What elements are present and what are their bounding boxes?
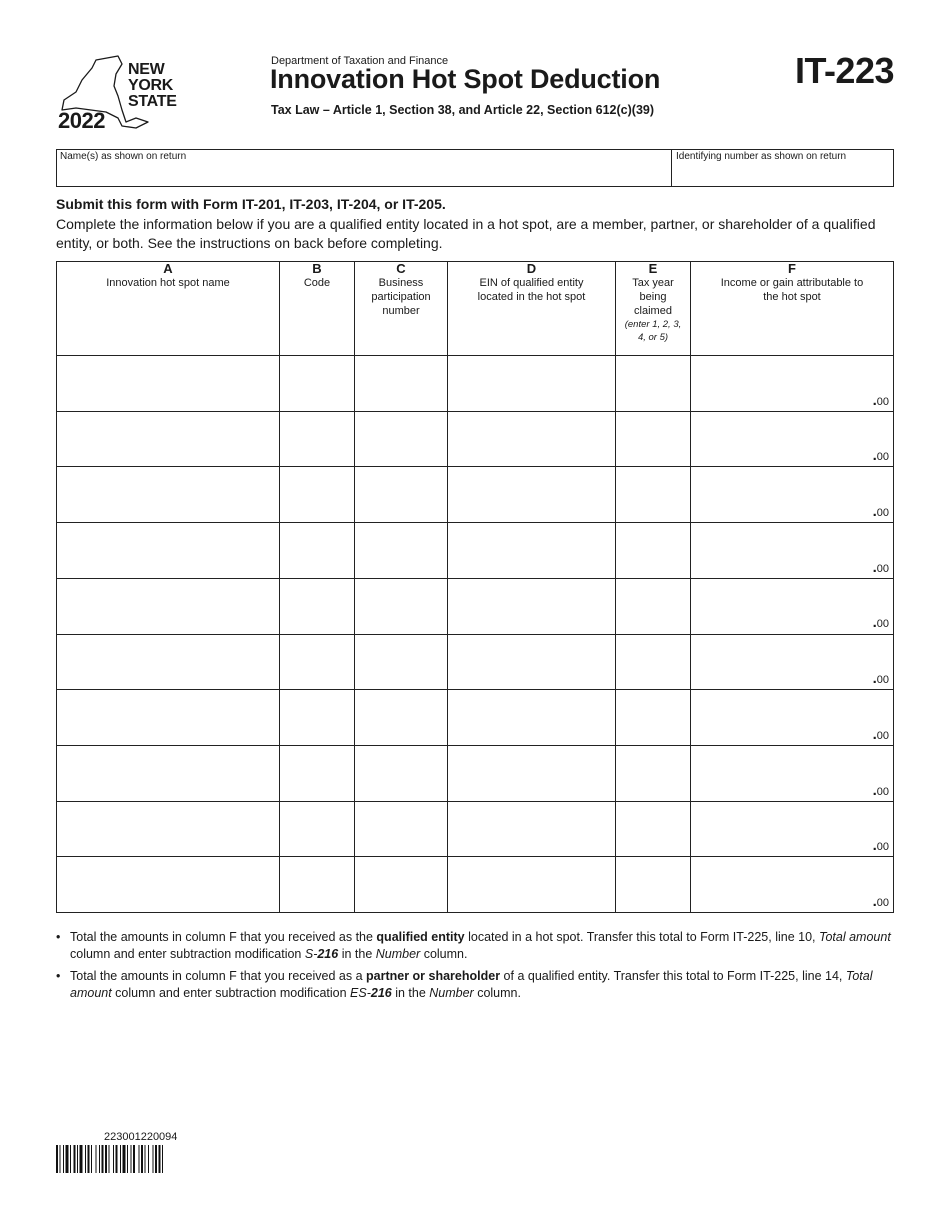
table-cell-income-amount[interactable] xyxy=(691,579,893,634)
bullet: • xyxy=(56,930,61,944)
table-cell-business-participation-number[interactable] xyxy=(355,690,447,745)
table-cell-hot-spot-name[interactable] xyxy=(58,356,279,411)
table-cell-income-amount[interactable] xyxy=(691,523,893,578)
column-letter: C xyxy=(396,261,406,276)
table-cell-ein[interactable] xyxy=(448,690,615,745)
table-cell-business-participation-number[interactable] xyxy=(355,356,447,411)
note-text: of a qualified entity. Transfer this total to Form IT-225, line 14, xyxy=(500,969,846,983)
note-text: column and enter subtraction modification xyxy=(70,947,305,961)
table-cell-hot-spot-name[interactable] xyxy=(58,412,279,467)
transfer-notes xyxy=(56,929,896,1007)
form-number: IT-223 xyxy=(794,50,894,91)
note-italic: S- xyxy=(304,947,318,961)
table-cell-hot-spot-name[interactable] xyxy=(58,523,279,578)
note-text: Total the amounts in column F that you received as a xyxy=(70,969,366,983)
barcode-icon xyxy=(56,1145,240,1173)
column-label: Code xyxy=(303,277,331,289)
table-cell-ein[interactable] xyxy=(448,356,615,411)
table-cell-tax-year[interactable] xyxy=(616,356,690,411)
table-cell-tax-year[interactable] xyxy=(616,467,690,522)
column-header-b xyxy=(280,262,354,290)
table-cell-code[interactable] xyxy=(280,412,354,467)
column-header-a xyxy=(57,262,279,290)
table-cell-business-participation-number[interactable] xyxy=(355,746,447,801)
table-cell-income-amount[interactable] xyxy=(691,412,893,467)
table-cell-ein[interactable] xyxy=(448,412,615,467)
note-italic: Number xyxy=(429,986,474,1000)
note-italic: Number xyxy=(375,947,421,961)
hot-spot-table xyxy=(56,261,894,913)
logo-word: NEW xyxy=(128,61,165,78)
table-cell-hot-spot-name[interactable] xyxy=(58,802,279,857)
table-cell-code[interactable] xyxy=(280,523,354,578)
department-name: Department of Taxation and Finance xyxy=(271,55,449,67)
table-cell-ein[interactable] xyxy=(448,802,615,857)
column-letter: F xyxy=(788,261,796,276)
table-cell-hot-spot-name[interactable] xyxy=(58,467,279,522)
table-cell-code[interactable] xyxy=(280,635,354,690)
table-cell-income-amount[interactable] xyxy=(691,467,893,522)
table-cell-code[interactable] xyxy=(280,746,354,801)
table-cell-business-participation-number[interactable] xyxy=(355,857,447,912)
column-letter: B xyxy=(312,261,322,276)
table-cell-tax-year[interactable] xyxy=(616,746,690,801)
id-field-label: Identifying number as shown on return xyxy=(676,151,847,162)
table-cell-business-participation-number[interactable] xyxy=(355,579,447,634)
logo-word: YORK xyxy=(128,77,174,94)
table-cell-income-amount[interactable] xyxy=(691,690,893,745)
name-field[interactable] xyxy=(57,150,671,186)
decimal-cents: .00 xyxy=(872,391,889,409)
column-label: Innovation hot spot name xyxy=(106,277,230,289)
note-text: column and enter subtraction modification xyxy=(111,986,351,1000)
nys-logo xyxy=(56,52,196,134)
note-text: column. xyxy=(420,947,468,961)
note-partner-shareholder xyxy=(56,968,896,1002)
table-cell-hot-spot-name[interactable] xyxy=(58,635,279,690)
note-text: in the xyxy=(338,947,376,961)
note-text: Total the amounts in column F that you received as the xyxy=(70,930,377,944)
decimal-cents: .00 xyxy=(872,725,889,743)
taxpayer-identity-box xyxy=(56,149,894,187)
table-cell-tax-year[interactable] xyxy=(616,857,690,912)
column-header-c xyxy=(355,262,447,318)
note-bold-italic: 216 xyxy=(317,947,339,961)
table-cell-hot-spot-name[interactable] xyxy=(58,746,279,801)
note-bold-italic: 216 xyxy=(370,986,392,1000)
logo-year: 2022 xyxy=(58,108,105,133)
column-letter: D xyxy=(526,261,537,276)
table-cell-code[interactable] xyxy=(280,857,354,912)
table-cell-tax-year[interactable] xyxy=(616,412,690,467)
decimal-cents: .00 xyxy=(872,670,889,688)
column-label: Business participation number xyxy=(371,277,431,317)
table-cell-income-amount[interactable] xyxy=(691,635,893,690)
note-italic: Total amount xyxy=(70,969,873,1000)
note-bold: partner or shareholder xyxy=(366,969,501,983)
logo-word: STATE xyxy=(128,93,177,110)
decimal-cents: .00 xyxy=(872,892,889,910)
table-cell-code[interactable] xyxy=(280,356,354,411)
table-cell-code[interactable] xyxy=(280,690,354,745)
table-cell-ein[interactable] xyxy=(448,523,615,578)
column-letter: E xyxy=(648,261,658,276)
submit-instruction: Submit this form with Form IT-201, IT-203, IT-204, or IT-205. xyxy=(56,196,446,212)
bullet: • xyxy=(56,969,61,983)
table-cell-business-participation-number[interactable] xyxy=(355,523,447,578)
column-label: Tax year being claimed xyxy=(632,277,674,317)
table-cell-business-participation-number[interactable] xyxy=(355,412,447,467)
completion-instructions: Complete the information below if you are a qualified entity located in a hot spot, are a member, partner, or shareholder of a qualified entity, or both. See the instructions on back before completing. xyxy=(56,216,876,251)
table-cell-code[interactable] xyxy=(280,802,354,857)
decimal-cents: .00 xyxy=(872,614,889,632)
table-cell-income-amount[interactable] xyxy=(691,356,893,411)
note-qualified-entity xyxy=(56,929,896,963)
column-header-e xyxy=(616,262,690,344)
column-header-d xyxy=(448,262,615,304)
column-sub-label: (enter 1, 2, 3, 4, or 5) xyxy=(624,319,682,343)
table-cell-tax-year[interactable] xyxy=(616,802,690,857)
column-label: EIN of qualified entity located in the hot spot xyxy=(477,277,586,303)
table-cell-income-amount[interactable] xyxy=(691,802,893,857)
table-cell-hot-spot-name[interactable] xyxy=(58,579,279,634)
decimal-cents: .00 xyxy=(872,503,889,521)
table-cell-ein[interactable] xyxy=(448,579,615,634)
table-cell-tax-year[interactable] xyxy=(616,635,690,690)
table-cell-code[interactable] xyxy=(280,467,354,522)
table-cell-ein[interactable] xyxy=(448,467,615,522)
note-italic: ES- xyxy=(350,986,371,1000)
table-cell-ein[interactable] xyxy=(448,857,615,912)
table-cell-business-participation-number[interactable] xyxy=(355,802,447,857)
form-title: Innovation Hot Spot Deduction xyxy=(270,64,661,94)
note-text: column. xyxy=(473,986,521,1000)
table-cell-hot-spot-name[interactable] xyxy=(58,857,279,912)
name-field-label: Name(s) as shown on return xyxy=(60,151,187,162)
table-cell-tax-year[interactable] xyxy=(616,523,690,578)
table-cell-income-amount[interactable] xyxy=(691,857,893,912)
logo-state-words xyxy=(128,62,177,110)
note-text: in the xyxy=(391,986,430,1000)
note-italic: Total amount xyxy=(818,930,891,944)
note-bold: qualified entity xyxy=(376,930,465,944)
column-label: Income or gain attributable to the hot spot xyxy=(720,277,864,303)
identifying-number-field[interactable] xyxy=(672,150,893,186)
table-cell-business-participation-number[interactable] xyxy=(355,635,447,690)
column-letter: A xyxy=(163,261,173,276)
table-cell-ein[interactable] xyxy=(448,635,615,690)
table-cell-code[interactable] xyxy=(280,579,354,634)
barcode-number: 223001220094 xyxy=(104,1131,178,1143)
table-cell-business-participation-number[interactable] xyxy=(355,467,447,522)
note-text: located in a hot spot. Transfer this total to Form IT-225, line 10, xyxy=(464,930,819,944)
table-cell-hot-spot-name[interactable] xyxy=(58,690,279,745)
table-cell-ein[interactable] xyxy=(448,746,615,801)
column-header-f xyxy=(691,262,893,304)
tax-law-reference: Tax Law – Article 1, Section 38, and Article 22, Section 612(c)(39) xyxy=(271,103,655,117)
decimal-cents: .00 xyxy=(872,837,889,855)
table-cell-tax-year[interactable] xyxy=(616,690,690,745)
decimal-cents: .00 xyxy=(872,558,889,576)
decimal-cents: .00 xyxy=(872,781,889,799)
table-cell-tax-year[interactable] xyxy=(616,579,690,634)
table-cell-income-amount[interactable] xyxy=(691,746,893,801)
decimal-cents: .00 xyxy=(872,447,889,465)
